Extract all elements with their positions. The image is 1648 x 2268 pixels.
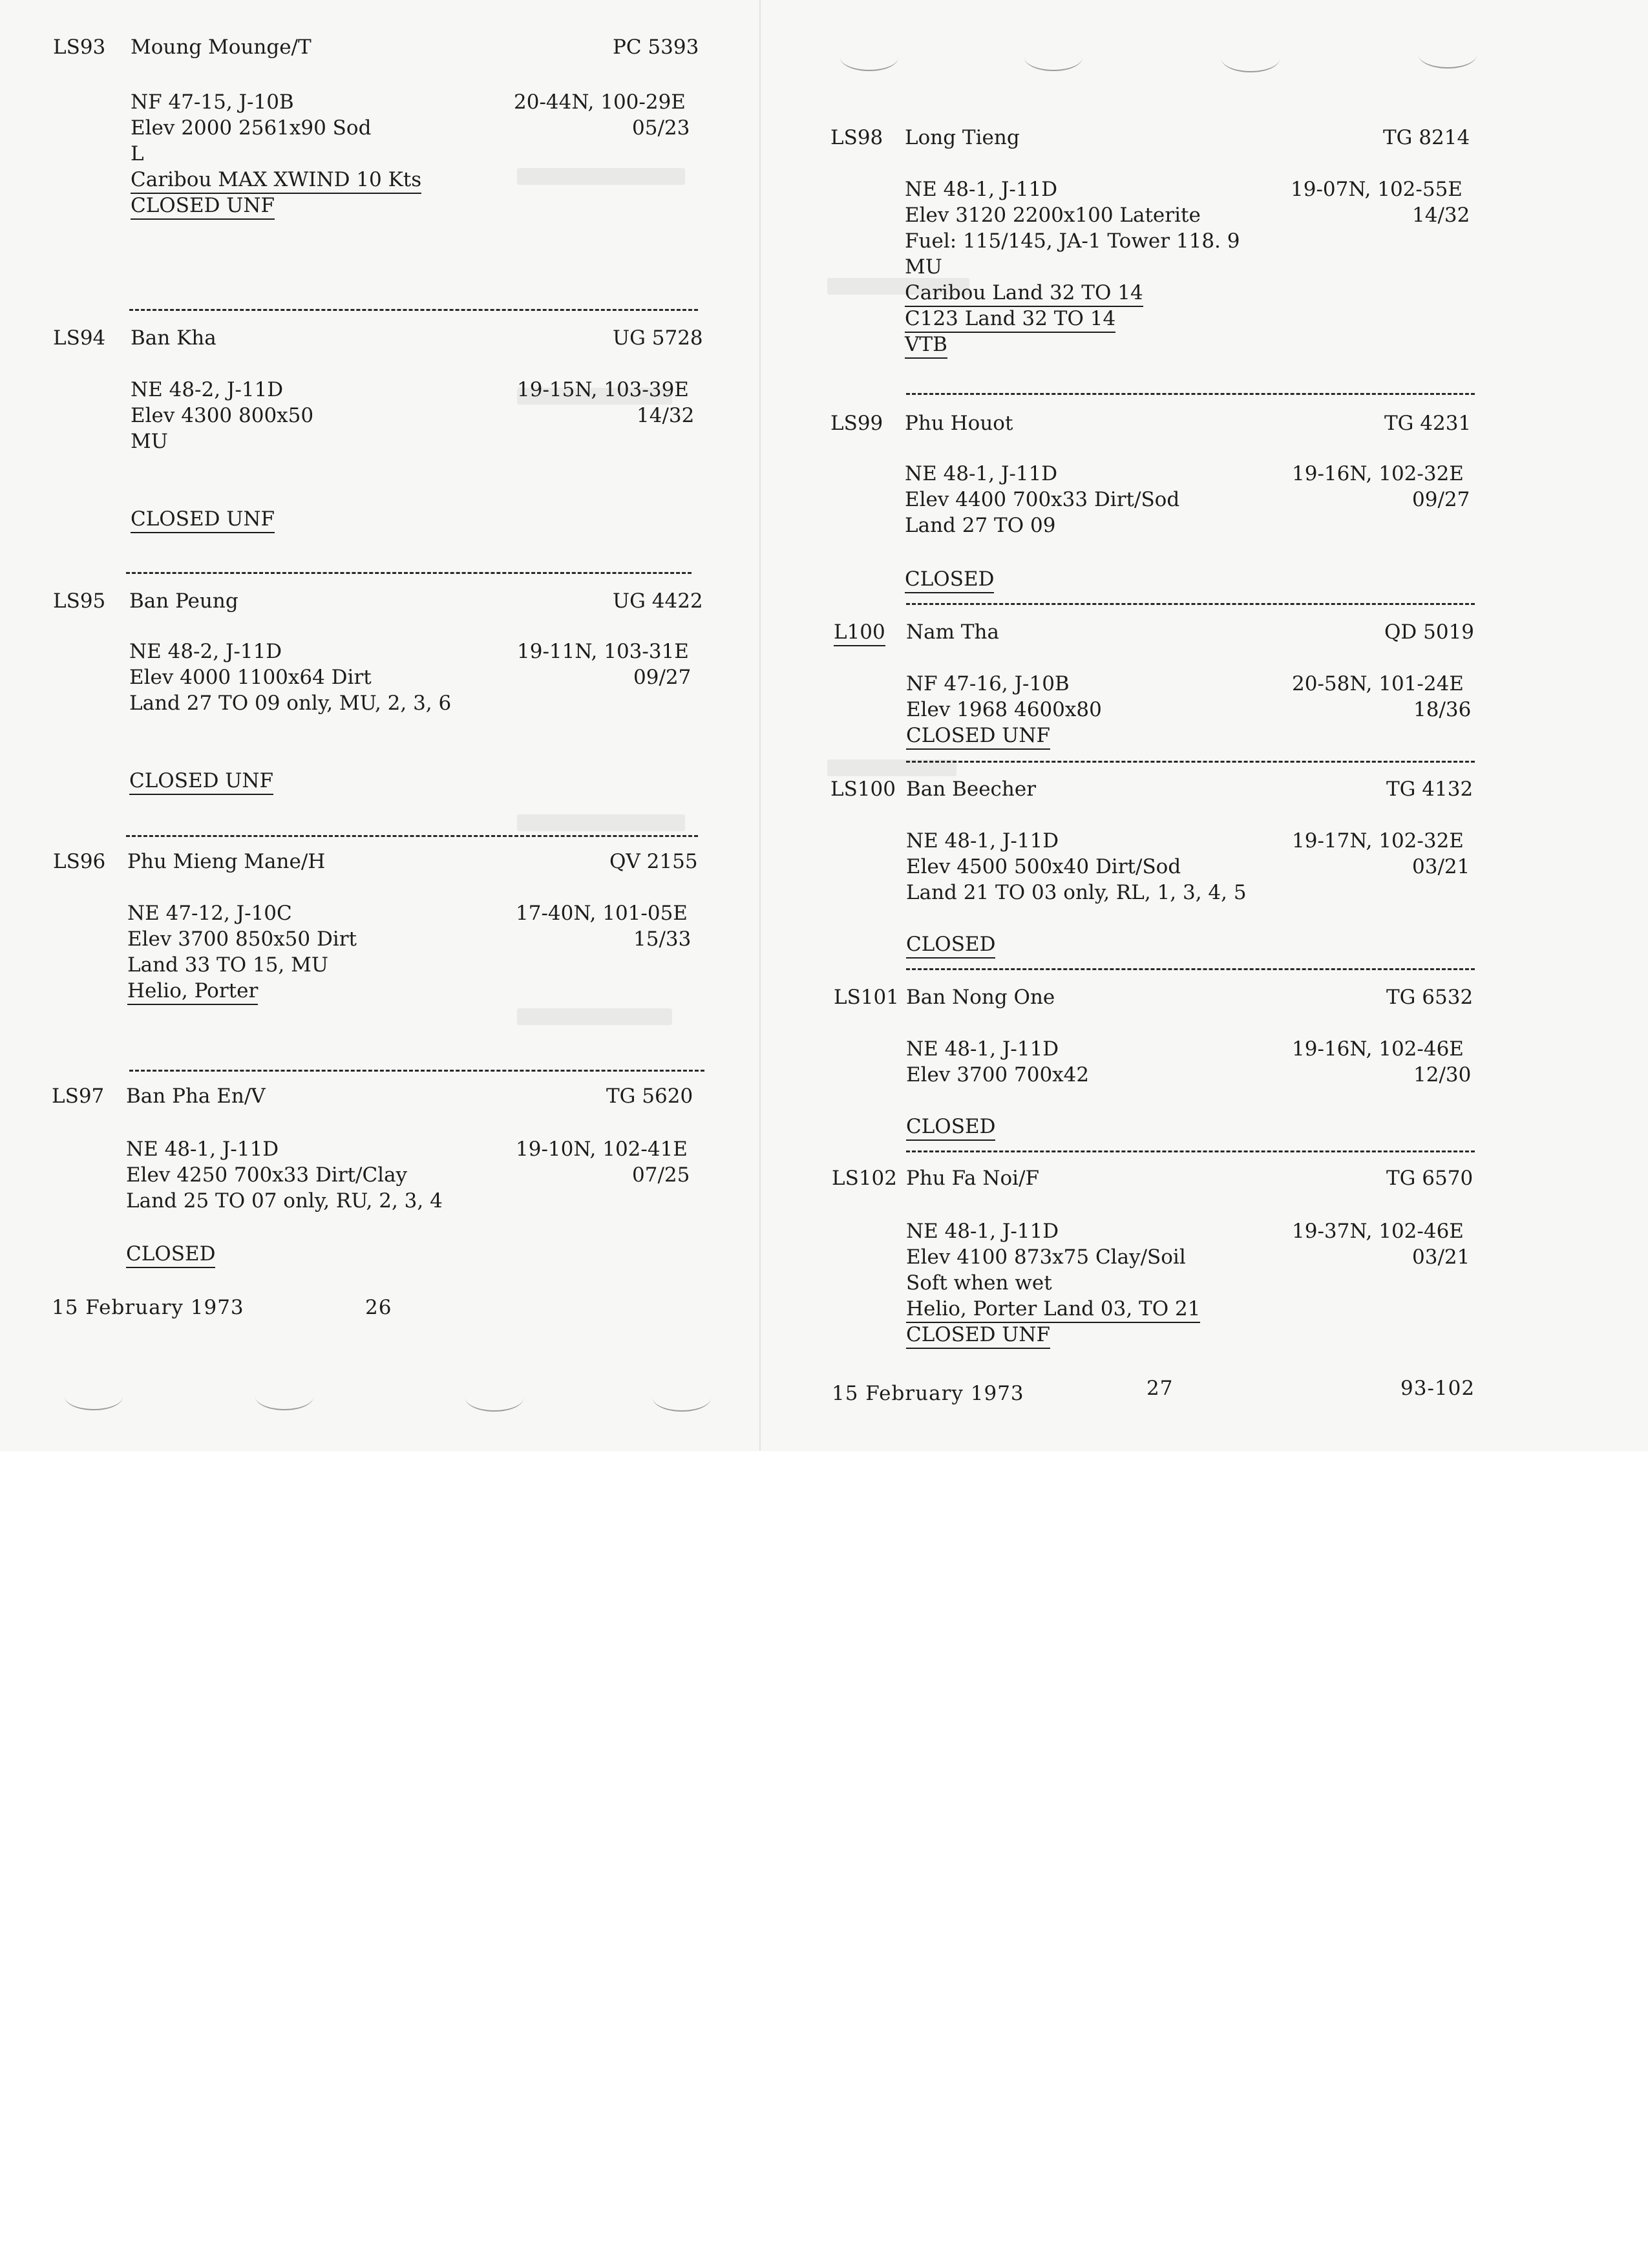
aircraft-line: Caribou Land 32 TO 14: [905, 281, 1143, 307]
page-range: 93-102: [1400, 1377, 1475, 1400]
chart-reference: NF 47-15, J-10B: [131, 90, 294, 114]
runway-heading: 18/36: [1413, 698, 1472, 721]
grid-reference: TG 6570: [1386, 1167, 1474, 1190]
remark-line: MU: [131, 430, 168, 453]
site-code: LS100: [830, 778, 896, 801]
grid-reference: QV 2155: [609, 850, 698, 873]
grid-reference: UG 4422: [613, 589, 703, 613]
site-name: Ban Nong One: [906, 986, 1055, 1009]
status-line: CLOSED: [906, 933, 995, 959]
chart-reference: NE 47-12, J-10C: [127, 902, 292, 925]
site-name: Phu Fa Noi/F: [906, 1167, 1040, 1190]
punch-hole: [465, 1384, 523, 1412]
elevation-line: Elev 4250 700x33 Dirt/Clay: [126, 1163, 408, 1187]
punch-hole: [255, 1383, 313, 1410]
punch-hole: [653, 1384, 711, 1412]
dashed-separator: [126, 835, 698, 837]
coordinates: 20-58N, 101-24E: [1292, 672, 1464, 695]
coordinates: 19-16N, 102-46E: [1292, 1037, 1464, 1061]
dashed-separator: [906, 603, 1475, 605]
coordinates: 17-40N, 101-05E: [516, 902, 688, 925]
grid-reference: UG 5728: [613, 326, 703, 350]
site-name: Ban Kha: [131, 326, 217, 350]
chart-reference: NE 48-1, J-11D: [906, 1037, 1059, 1061]
chart-reference: NF 47-16, J-10B: [906, 672, 1070, 695]
aircraft-line: Caribou MAX XWIND 10 Kts: [131, 168, 421, 194]
elevation-line: Elev 3120 2200x100 Laterite: [905, 204, 1201, 227]
bleed-through: [517, 168, 685, 185]
status-line: VTB: [905, 333, 947, 359]
elevation-line: Elev 4300 800x50: [131, 404, 314, 427]
elevation-line: Elev 2000 2561x90 Sod: [131, 116, 372, 140]
site-name: Phu Houot: [905, 412, 1013, 435]
runway-heading: 14/32: [637, 404, 695, 427]
site-name: Long Tieng: [905, 126, 1020, 149]
coordinates: 19-17N, 102-32E: [1292, 829, 1464, 853]
runway-heading: 07/25: [632, 1163, 690, 1187]
grid-reference: QD 5019: [1384, 620, 1475, 644]
aircraft-line: Helio, Porter Land 03, TO 21: [906, 1297, 1200, 1323]
site-code: LS94: [53, 326, 106, 350]
dashed-separator: [906, 1150, 1475, 1152]
remark-line: Land 27 TO 09 only, MU, 2, 3, 6: [129, 692, 452, 715]
remark-line: Land 27 TO 09: [905, 514, 1056, 537]
elevation-line: Elev 4000 1100x64 Dirt: [129, 666, 372, 689]
elevation-line: Elev 4500 500x40 Dirt/Sod: [906, 855, 1181, 878]
status-line: CLOSED: [906, 1115, 995, 1141]
elevation-line: Elev 3700 850x50 Dirt: [127, 927, 357, 951]
chart-reference: NE 48-1, J-11D: [906, 829, 1059, 853]
status-line: CLOSED UNF: [129, 769, 273, 795]
chart-reference: NE 48-2, J-11D: [131, 378, 284, 401]
remark-line: Land 25 TO 07 only, RU, 2, 3, 4: [126, 1189, 443, 1213]
fuel-line: Fuel: 115/145, JA-1 Tower 118. 9: [905, 229, 1240, 253]
runway-heading: 09/27: [633, 666, 692, 689]
elevation-line: Elev 1968 4600x80: [906, 698, 1102, 721]
chart-reference: NE 48-1, J-11D: [905, 178, 1058, 201]
status-line: CLOSED: [905, 567, 994, 593]
punch-hole: [65, 1383, 123, 1410]
chart-reference: NE 48-2, J-11D: [129, 640, 282, 663]
site-name: Ban Peung: [129, 589, 238, 613]
site-code: L100: [834, 620, 885, 646]
site-code: LS98: [830, 126, 883, 149]
coordinates: 19-16N, 102-32E: [1292, 462, 1464, 485]
site-name: Moung Mounge/T: [131, 36, 312, 59]
dashed-separator: [906, 393, 1475, 395]
coordinates: 19-10N, 102-41E: [516, 1138, 688, 1161]
dashed-separator: [126, 572, 692, 574]
coordinates: 19-37N, 102-46E: [1292, 1220, 1464, 1243]
site-code: LS99: [830, 412, 883, 435]
dashed-separator: [129, 1070, 704, 1072]
status-line: CLOSED UNF: [906, 724, 1050, 750]
chart-reference: NE 48-1, J-11D: [906, 1220, 1059, 1243]
site-code: LS101: [834, 986, 899, 1009]
bleed-through: [517, 1008, 672, 1025]
grid-reference: PC 5393: [613, 36, 699, 59]
coordinates: 19-11N, 103-31E: [517, 640, 689, 663]
punch-hole: [1024, 44, 1083, 71]
remark-line: Land 33 TO 15, MU: [127, 953, 328, 977]
grid-reference: TG 4231: [1384, 412, 1472, 435]
coordinates: 19-15N, 103-39E: [517, 378, 689, 401]
site-code: LS97: [52, 1085, 105, 1108]
status-line: CLOSED UNF: [131, 194, 275, 220]
site-name: Ban Pha En/V: [126, 1085, 266, 1108]
site-name: Ban Beecher: [906, 778, 1037, 801]
punch-hole: [1419, 41, 1477, 69]
punch-hole: [840, 44, 898, 71]
remark-line: Soft when wet: [906, 1271, 1052, 1295]
remark-line: MU: [905, 255, 942, 279]
elevation-line: Elev 4400 700x33 Dirt/Sod: [905, 488, 1180, 511]
bleed-through: [517, 814, 685, 831]
site-code: LS96: [53, 850, 106, 873]
remark-line: L: [131, 142, 144, 165]
status-line: CLOSED UNF: [131, 507, 275, 533]
chart-reference: NE 48-1, J-11D: [905, 462, 1058, 485]
runway-heading: 12/30: [1413, 1063, 1472, 1086]
runway-heading: 14/32: [1412, 204, 1470, 227]
elevation-line: Elev 4100 873x75 Clay/Soil: [906, 1245, 1186, 1269]
footer-date: 15 February 1973: [52, 1296, 244, 1319]
status-line: CLOSED UNF: [906, 1323, 1050, 1349]
grid-reference: TG 8214: [1383, 126, 1470, 149]
remark-line: Land 21 TO 03 only, RL, 1, 3, 4, 5: [906, 881, 1247, 904]
status-line: CLOSED: [126, 1242, 215, 1268]
dashed-separator: [906, 761, 1475, 763]
runway-heading: 15/33: [633, 927, 692, 951]
runway-heading: 03/21: [1412, 1245, 1470, 1269]
site-name: Phu Mieng Mane/H: [127, 850, 326, 873]
coordinates: 19-07N, 102-55E: [1291, 178, 1463, 201]
punch-hole: [1221, 45, 1280, 72]
grid-reference: TG 4132: [1386, 778, 1474, 801]
elevation-line: Elev 3700 700x42: [906, 1063, 1090, 1086]
runway-heading: 09/27: [1412, 488, 1470, 511]
chart-reference: NE 48-1, J-11D: [126, 1138, 279, 1161]
aircraft-line: Helio, Porter: [127, 979, 258, 1005]
footer-date: 15 February 1973: [832, 1382, 1024, 1405]
runway-heading: 03/21: [1412, 855, 1470, 878]
page-number: 27: [1146, 1377, 1174, 1400]
site-code: LS95: [53, 589, 106, 613]
page-gutter: [759, 0, 761, 1451]
site-code: LS93: [53, 36, 106, 59]
site-name: Nam Tha: [906, 620, 999, 644]
page-number: 26: [365, 1296, 392, 1319]
aircraft-line: C123 Land 32 TO 14: [905, 307, 1115, 333]
coordinates: 20-44N, 100-29E: [514, 90, 686, 114]
runway-heading: 05/23: [632, 116, 690, 140]
grid-reference: TG 6532: [1386, 986, 1474, 1009]
dashed-separator: [129, 309, 698, 311]
dashed-separator: [906, 968, 1475, 970]
grid-reference: TG 5620: [606, 1085, 693, 1108]
site-code: LS102: [832, 1167, 897, 1190]
